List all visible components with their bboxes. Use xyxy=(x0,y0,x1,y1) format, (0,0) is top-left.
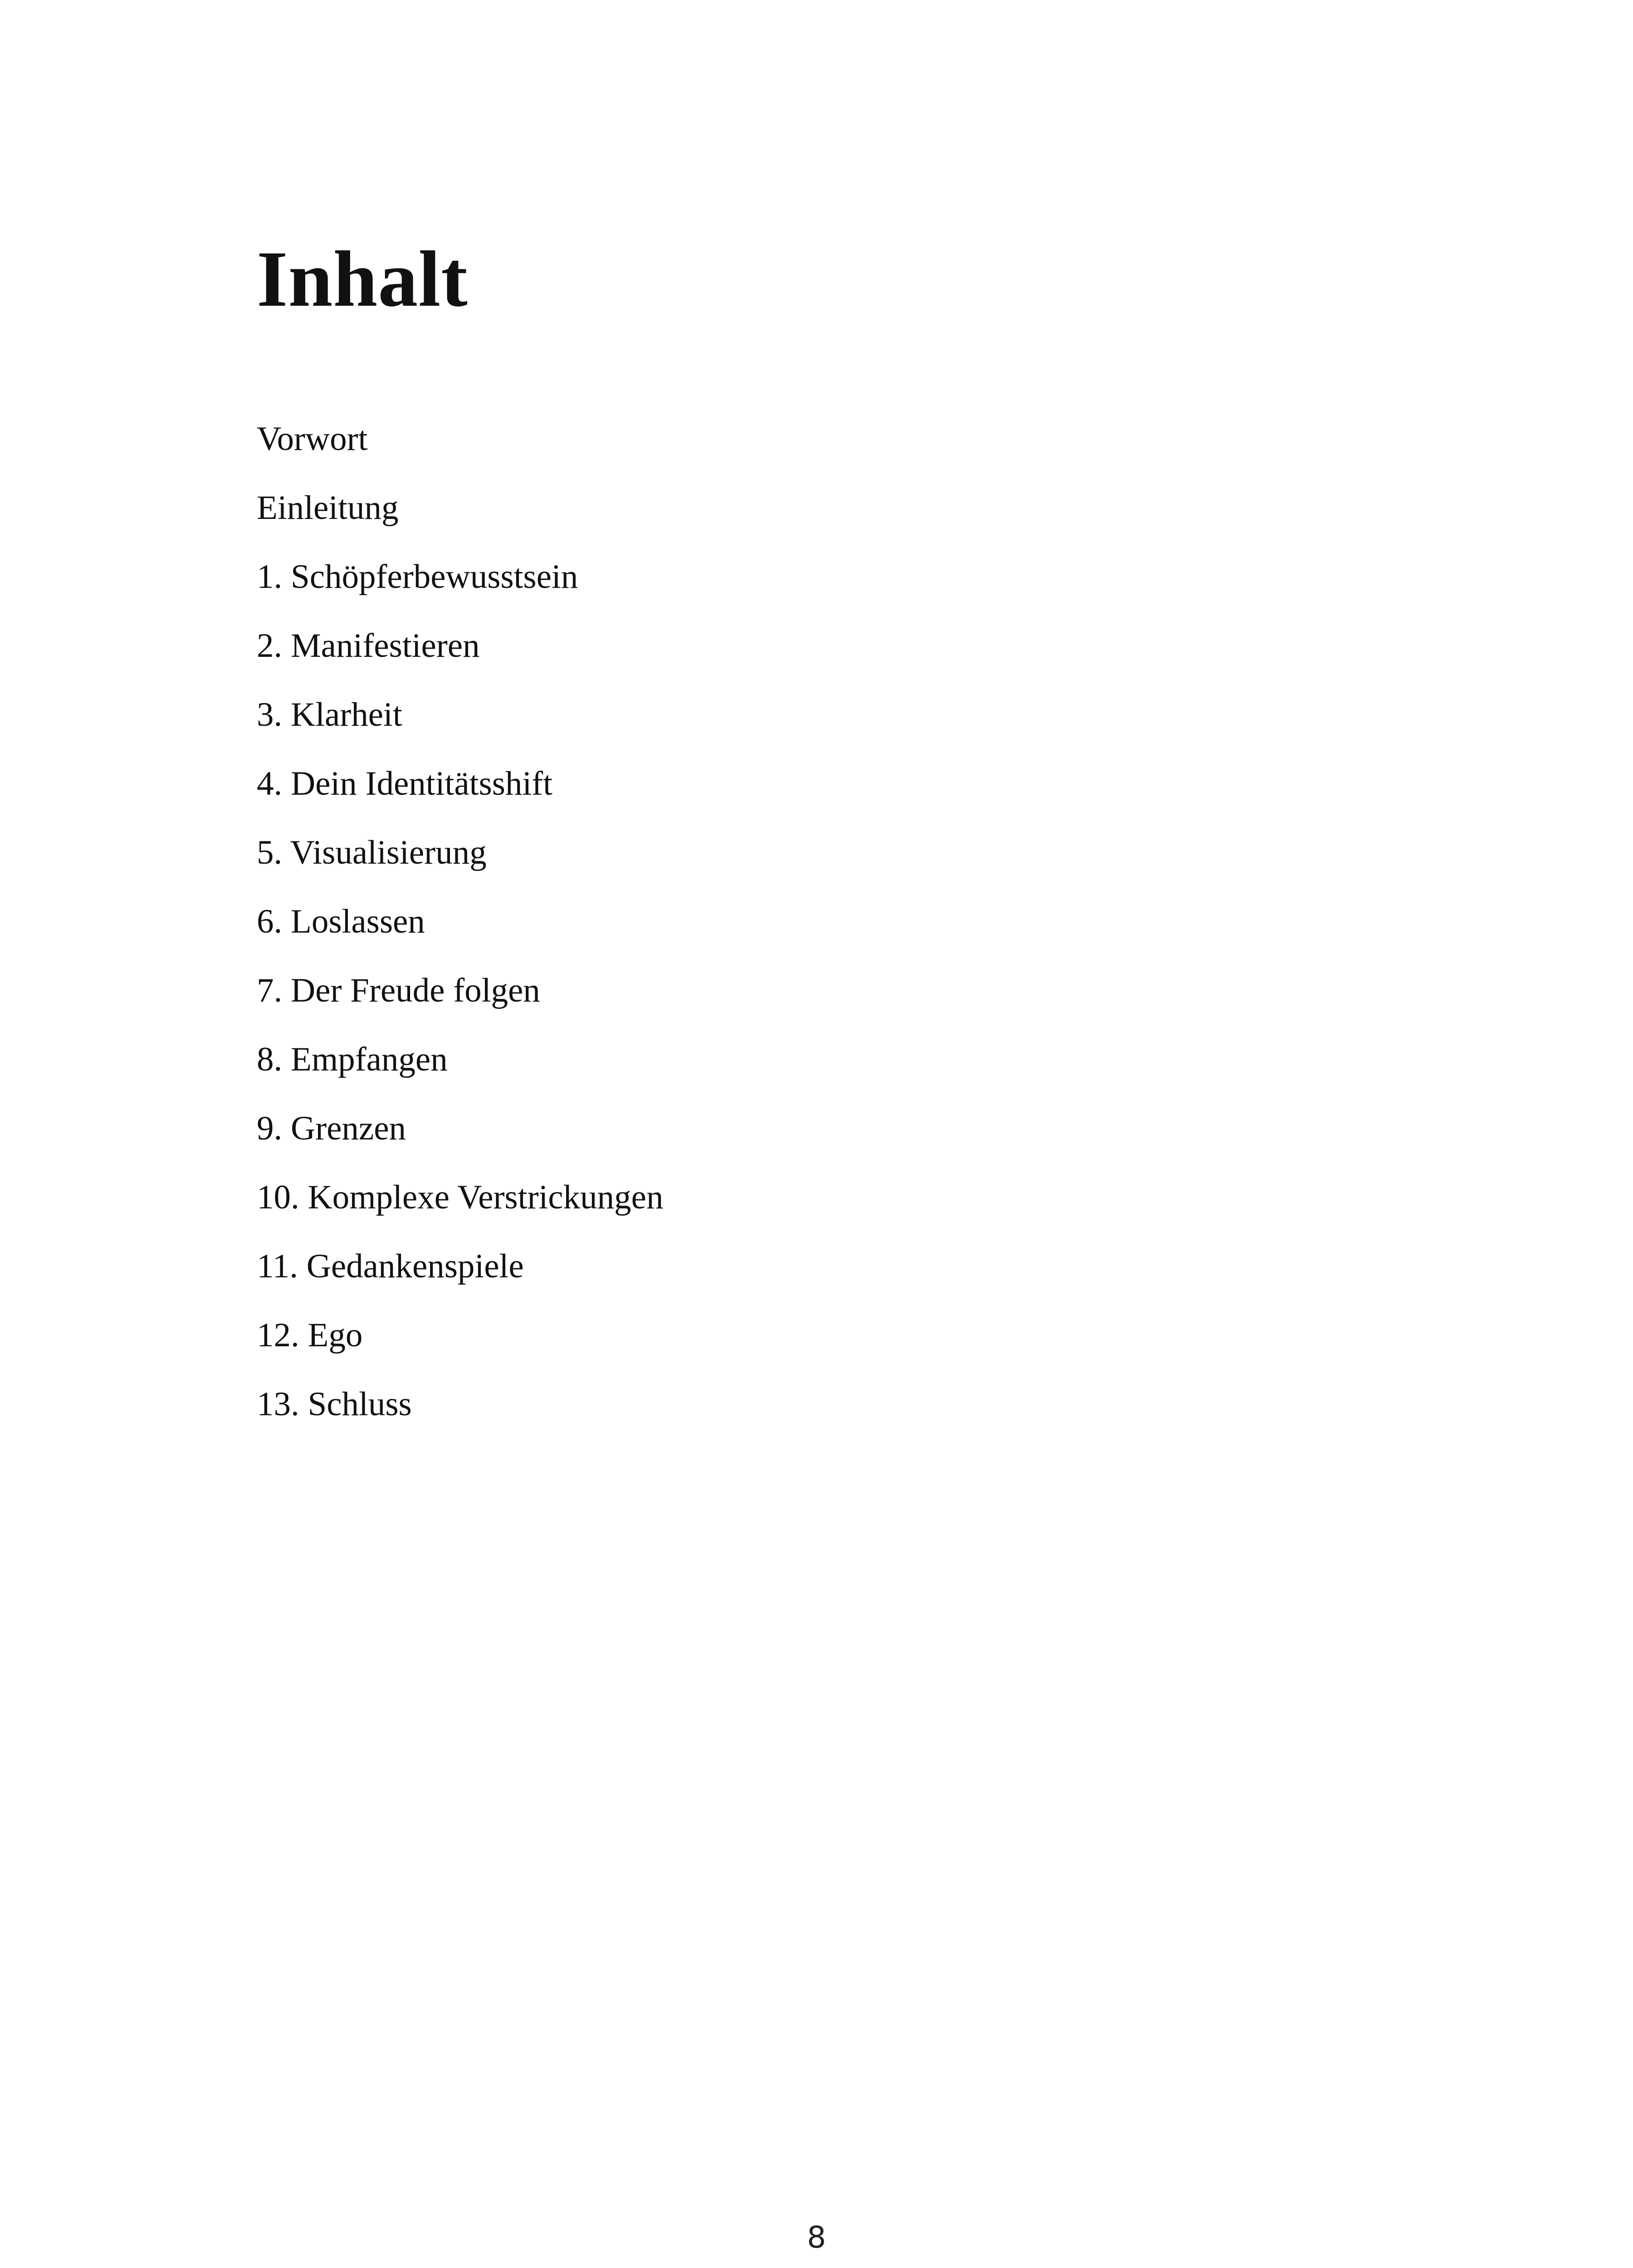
table-of-contents xyxy=(257,422,1345,1456)
page-title: Inhalt xyxy=(257,235,468,323)
toc-entry-chapter-9: 9. Grenzen xyxy=(257,1110,406,1147)
toc-entry-chapter-11: 11. Gedankenspiele xyxy=(257,1247,524,1285)
toc-entry-chapter-5: 5. Visualisierung xyxy=(257,834,487,871)
toc-entry-chapter-12: 12. Ego xyxy=(257,1316,363,1354)
toc-entry-chapter-2: 2. Manifestieren xyxy=(257,627,480,665)
toc-entry-chapter-1: 1. Schöpferbewusstsein xyxy=(257,558,578,596)
toc-entry-chapter-6: 6. Loslassen xyxy=(257,903,425,940)
toc-entry-vorwort: Vorwort xyxy=(257,420,368,458)
toc-entry-chapter-4: 4. Dein Identitätsshift xyxy=(257,765,552,802)
toc-entry-chapter-13: 13. Schluss xyxy=(257,1385,412,1423)
toc-entry-chapter-8: 8. Empfangen xyxy=(257,1041,448,1078)
toc-entry-chapter-7: 7. Der Freude folgen xyxy=(257,972,540,1009)
page-number: 8 xyxy=(807,2220,826,2255)
toc-entry-einleitung: Einleitung xyxy=(257,489,399,527)
toc-entry-chapter-10: 10. Komplexe Verstrickungen xyxy=(257,1178,664,1216)
toc-entry-chapter-3: 3. Klarheit xyxy=(257,696,402,733)
